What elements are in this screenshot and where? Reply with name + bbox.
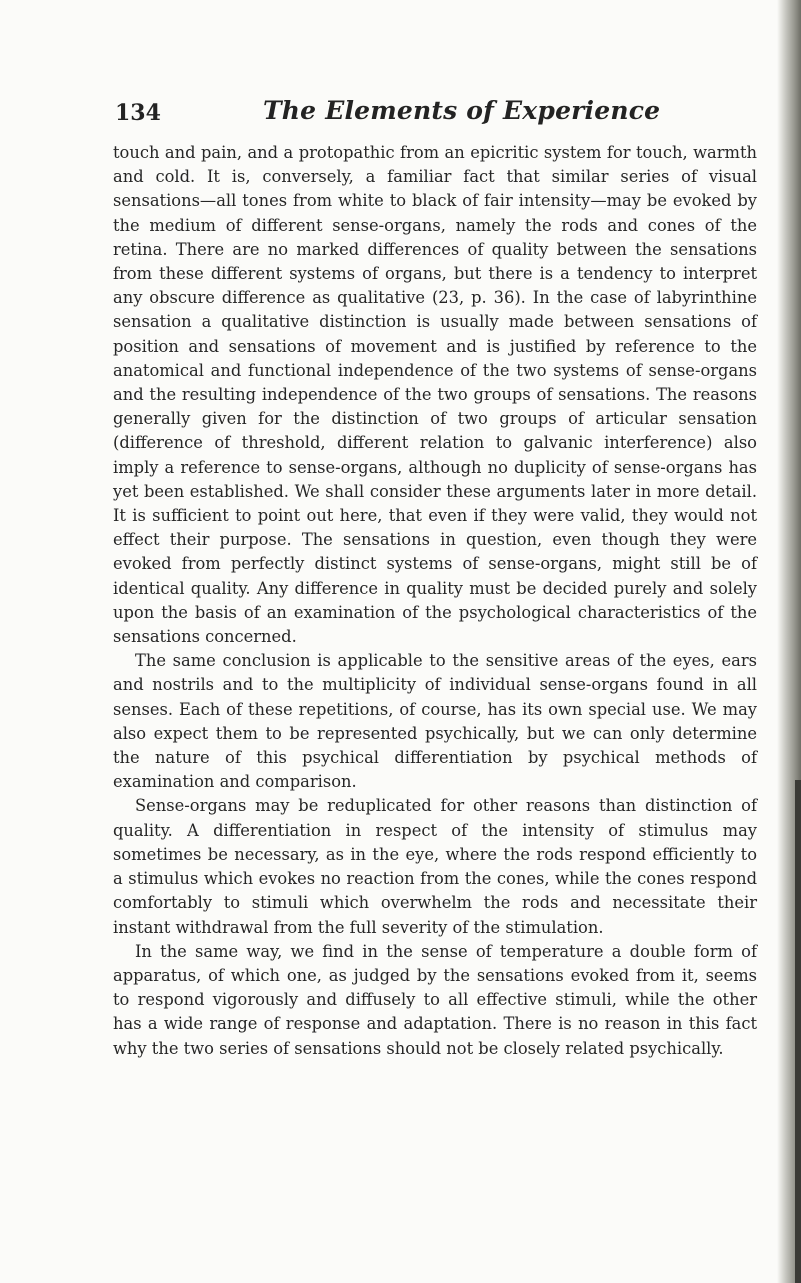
paragraph-2: The same conclusion is applicable to the sensitive areas of the eyes, ears and nostrils and to the multiplicity of individual sense-organs found in all senses. Each of these repetitions, of course, has its own special use. We may also expect them to be represented psychically, but we can only determine the nature of this psychical differentiation by psychical methods of examination and comparison. [113,651,757,792]
paragraph-1: touch and pain, and a protopathic from an epicritic system for touch, warmth and cold. It is, conversely, a familiar fact that similar series of visual sensations—all tones from white to black of fair intensity—may be evoked by the medium of different sense-organs, namely the rods and cones of the retina. There are no marked differences of quality between the sensations from these different systems of organs, but there is a tendency to interpret any obscure difference as qualitative (23, p. 36). In the case of labyrinthine sensation a qualitative distinction is usually made between sensations of position and sensations of movement and is justified by reference to the anatomical and functional independence of the two systems of sense-organs and the resulting independence of the two groups of sensations. The reasons generally given for the distinction of two groups of articular sensation (difference of threshold, different relation to galvanic interference) also imply a reference to sense-organs, although no duplicity of sense-organs has yet been established. We shall consider these arguments later in more detail. It is sufficient to point out here, that even if they were valid, they would not effect their purpose. The sensations in question, even though they were evoked from perfectly distinct systems of sense-organs, might still be of identical quality. Any difference in quality must be decided purely and solely upon the basis of an examination of the psychological characteristics of the sensations concerned. [113,143,757,647]
paragraph-4: In the same way, we find in the sense of temperature a double form of apparatus, of which one, as judged by the sensations evoked from it, seems to respond vigorously and diffusely to all effective stimuli, while the other has a wide range of response and adaptation. There is no reason in this fact why the two series of sensations should not be closely related psychically. [113,941,757,1058]
paragraph-3: Sense-organs may be reduplicated for other reasons than distinction of quality. A differentiation in respect of the intensity of stimulus may sometimes be necessary, as in the eye, where the rods respond efficiently to a stimulus which evokes no reaction from the cones, while the cones respond comfortably to stimuli which overwhelm the rods and necessitate their instant withdrawal from the full severity of the stimulation. [113,796,757,937]
page-edge-band [795,780,801,1283]
body-text [113,141,757,1061]
running-title: The Elements of Experience [263,96,661,125]
page-number: 134 [115,100,161,126]
running-head [115,96,755,130]
